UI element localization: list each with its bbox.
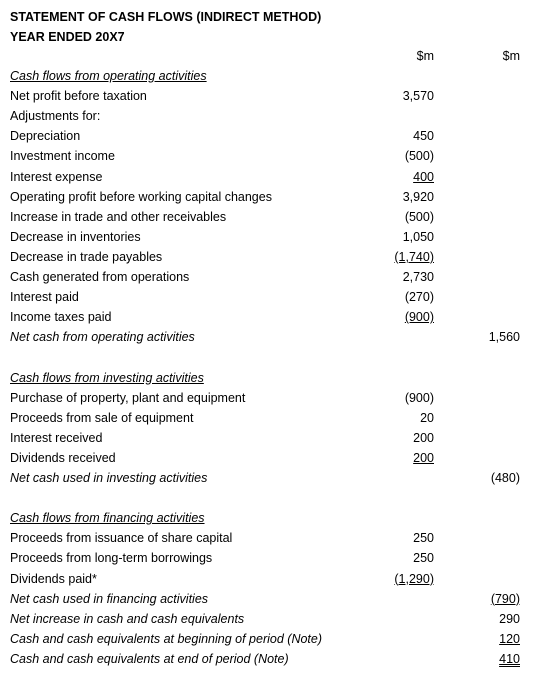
table-row	[0, 207, 541, 227]
row-label: Investment income	[10, 149, 115, 164]
amount-col-2: (480)	[490, 471, 520, 485]
table-row	[0, 167, 541, 187]
amount-col-1: (270)	[404, 290, 434, 305]
row-label: Net cash from operating activities	[10, 330, 195, 345]
amount-col-1: (900)	[404, 390, 434, 405]
table-row	[0, 66, 541, 86]
row-label: Income taxes paid	[10, 310, 112, 325]
column-header-2: $m	[502, 49, 520, 63]
amount-col-2: 1,560	[488, 330, 520, 345]
section-heading: Cash flows from investing activities	[10, 370, 204, 385]
row-label: Net cash used in financing activities	[10, 591, 209, 606]
table-row	[0, 247, 541, 267]
amount-col-1: 450	[413, 129, 434, 144]
table-row	[0, 106, 541, 126]
row-label: Net profit before taxation	[10, 89, 147, 104]
amount-col-1: 20	[420, 410, 434, 425]
row-label: Cash and cash equivalents at end of period (Note)	[10, 651, 289, 666]
amount-col-1: (500)	[404, 149, 434, 164]
row-label: Proceeds from long-term borrowings	[10, 551, 213, 566]
row-label: Dividends paid*	[10, 571, 97, 586]
table-row	[0, 528, 541, 548]
amount-col-1: 400	[413, 169, 434, 184]
table-row	[0, 468, 541, 488]
amount-col-1: 2,730	[402, 270, 434, 284]
table-row	[0, 187, 541, 207]
amount-col-1: 1,050	[402, 229, 434, 244]
amount-col-1: (1,740)	[394, 249, 434, 264]
amount-col-1: 250	[413, 551, 434, 566]
amount-col-2: 120	[499, 631, 520, 646]
table-row	[0, 86, 541, 106]
amount-col-1: 3,570	[402, 89, 434, 104]
row-label: Interest expense	[10, 169, 103, 184]
section-heading: Cash flows from financing activities	[10, 511, 205, 526]
amount-col-1: (900)	[404, 310, 434, 325]
table-row	[0, 609, 541, 629]
table-row	[0, 448, 541, 468]
table-row	[0, 488, 541, 508]
amount-col-1: 250	[413, 531, 434, 546]
table-row	[0, 548, 541, 568]
table-row	[0, 307, 541, 327]
row-label: Interest received	[10, 430, 103, 445]
amount-col-1: 200	[413, 430, 434, 445]
amount-col-1: 3,920	[402, 189, 434, 204]
row-label: Cash generated from operations	[10, 270, 190, 284]
table-row	[0, 368, 541, 388]
amount-col-1: (1,290)	[394, 571, 434, 586]
table-row	[0, 629, 541, 649]
row-label: Interest paid	[10, 290, 79, 305]
column-header-1: $m	[416, 49, 434, 63]
table-row	[0, 569, 541, 589]
row-label: Decrease in inventories	[10, 229, 141, 244]
table-row	[0, 347, 541, 367]
row-label: Proceeds from sale of equipment	[10, 410, 194, 425]
row-label: Net cash used in investing activities	[10, 471, 208, 485]
table-row	[0, 227, 541, 247]
table-row	[0, 428, 541, 448]
row-label: Adjustments for:	[10, 109, 101, 124]
table-row	[0, 327, 541, 347]
amount-col-2: (790)	[490, 591, 520, 606]
table-row	[0, 287, 541, 307]
amount-col-1: (500)	[404, 209, 434, 224]
section-heading: Cash flows from operating activities	[10, 69, 207, 83]
table-row	[0, 388, 541, 408]
row-label: Proceeds from issuance of share capital	[10, 531, 233, 546]
row-label: Purchase of property, plant and equipment	[10, 390, 246, 405]
statement-subtitle: YEAR ENDED 20X7	[10, 30, 125, 44]
table-row	[0, 589, 541, 609]
table-row	[0, 508, 541, 528]
row-label: Net increase in cash and cash equivalents	[10, 611, 245, 626]
amount-col-1: 200	[413, 450, 434, 465]
table-row	[0, 408, 541, 428]
statement-title: STATEMENT OF CASH FLOWS (INDIRECT METHOD)	[10, 10, 322, 24]
row-label: Dividends received	[10, 450, 116, 465]
table-row	[0, 126, 541, 146]
row-label: Depreciation	[10, 129, 81, 144]
table-row	[0, 267, 541, 287]
row-label: Decrease in trade payables	[10, 249, 163, 264]
row-label: Cash and cash equivalents at beginning of period (Note)	[10, 631, 323, 646]
amount-col-2: 290	[499, 611, 520, 626]
table-row	[0, 649, 541, 669]
table-row	[0, 146, 541, 166]
row-label: Operating profit before working capital changes	[10, 189, 272, 204]
row-label: Increase in trade and other receivables	[10, 209, 227, 224]
amount-col-2: 410	[499, 651, 520, 666]
